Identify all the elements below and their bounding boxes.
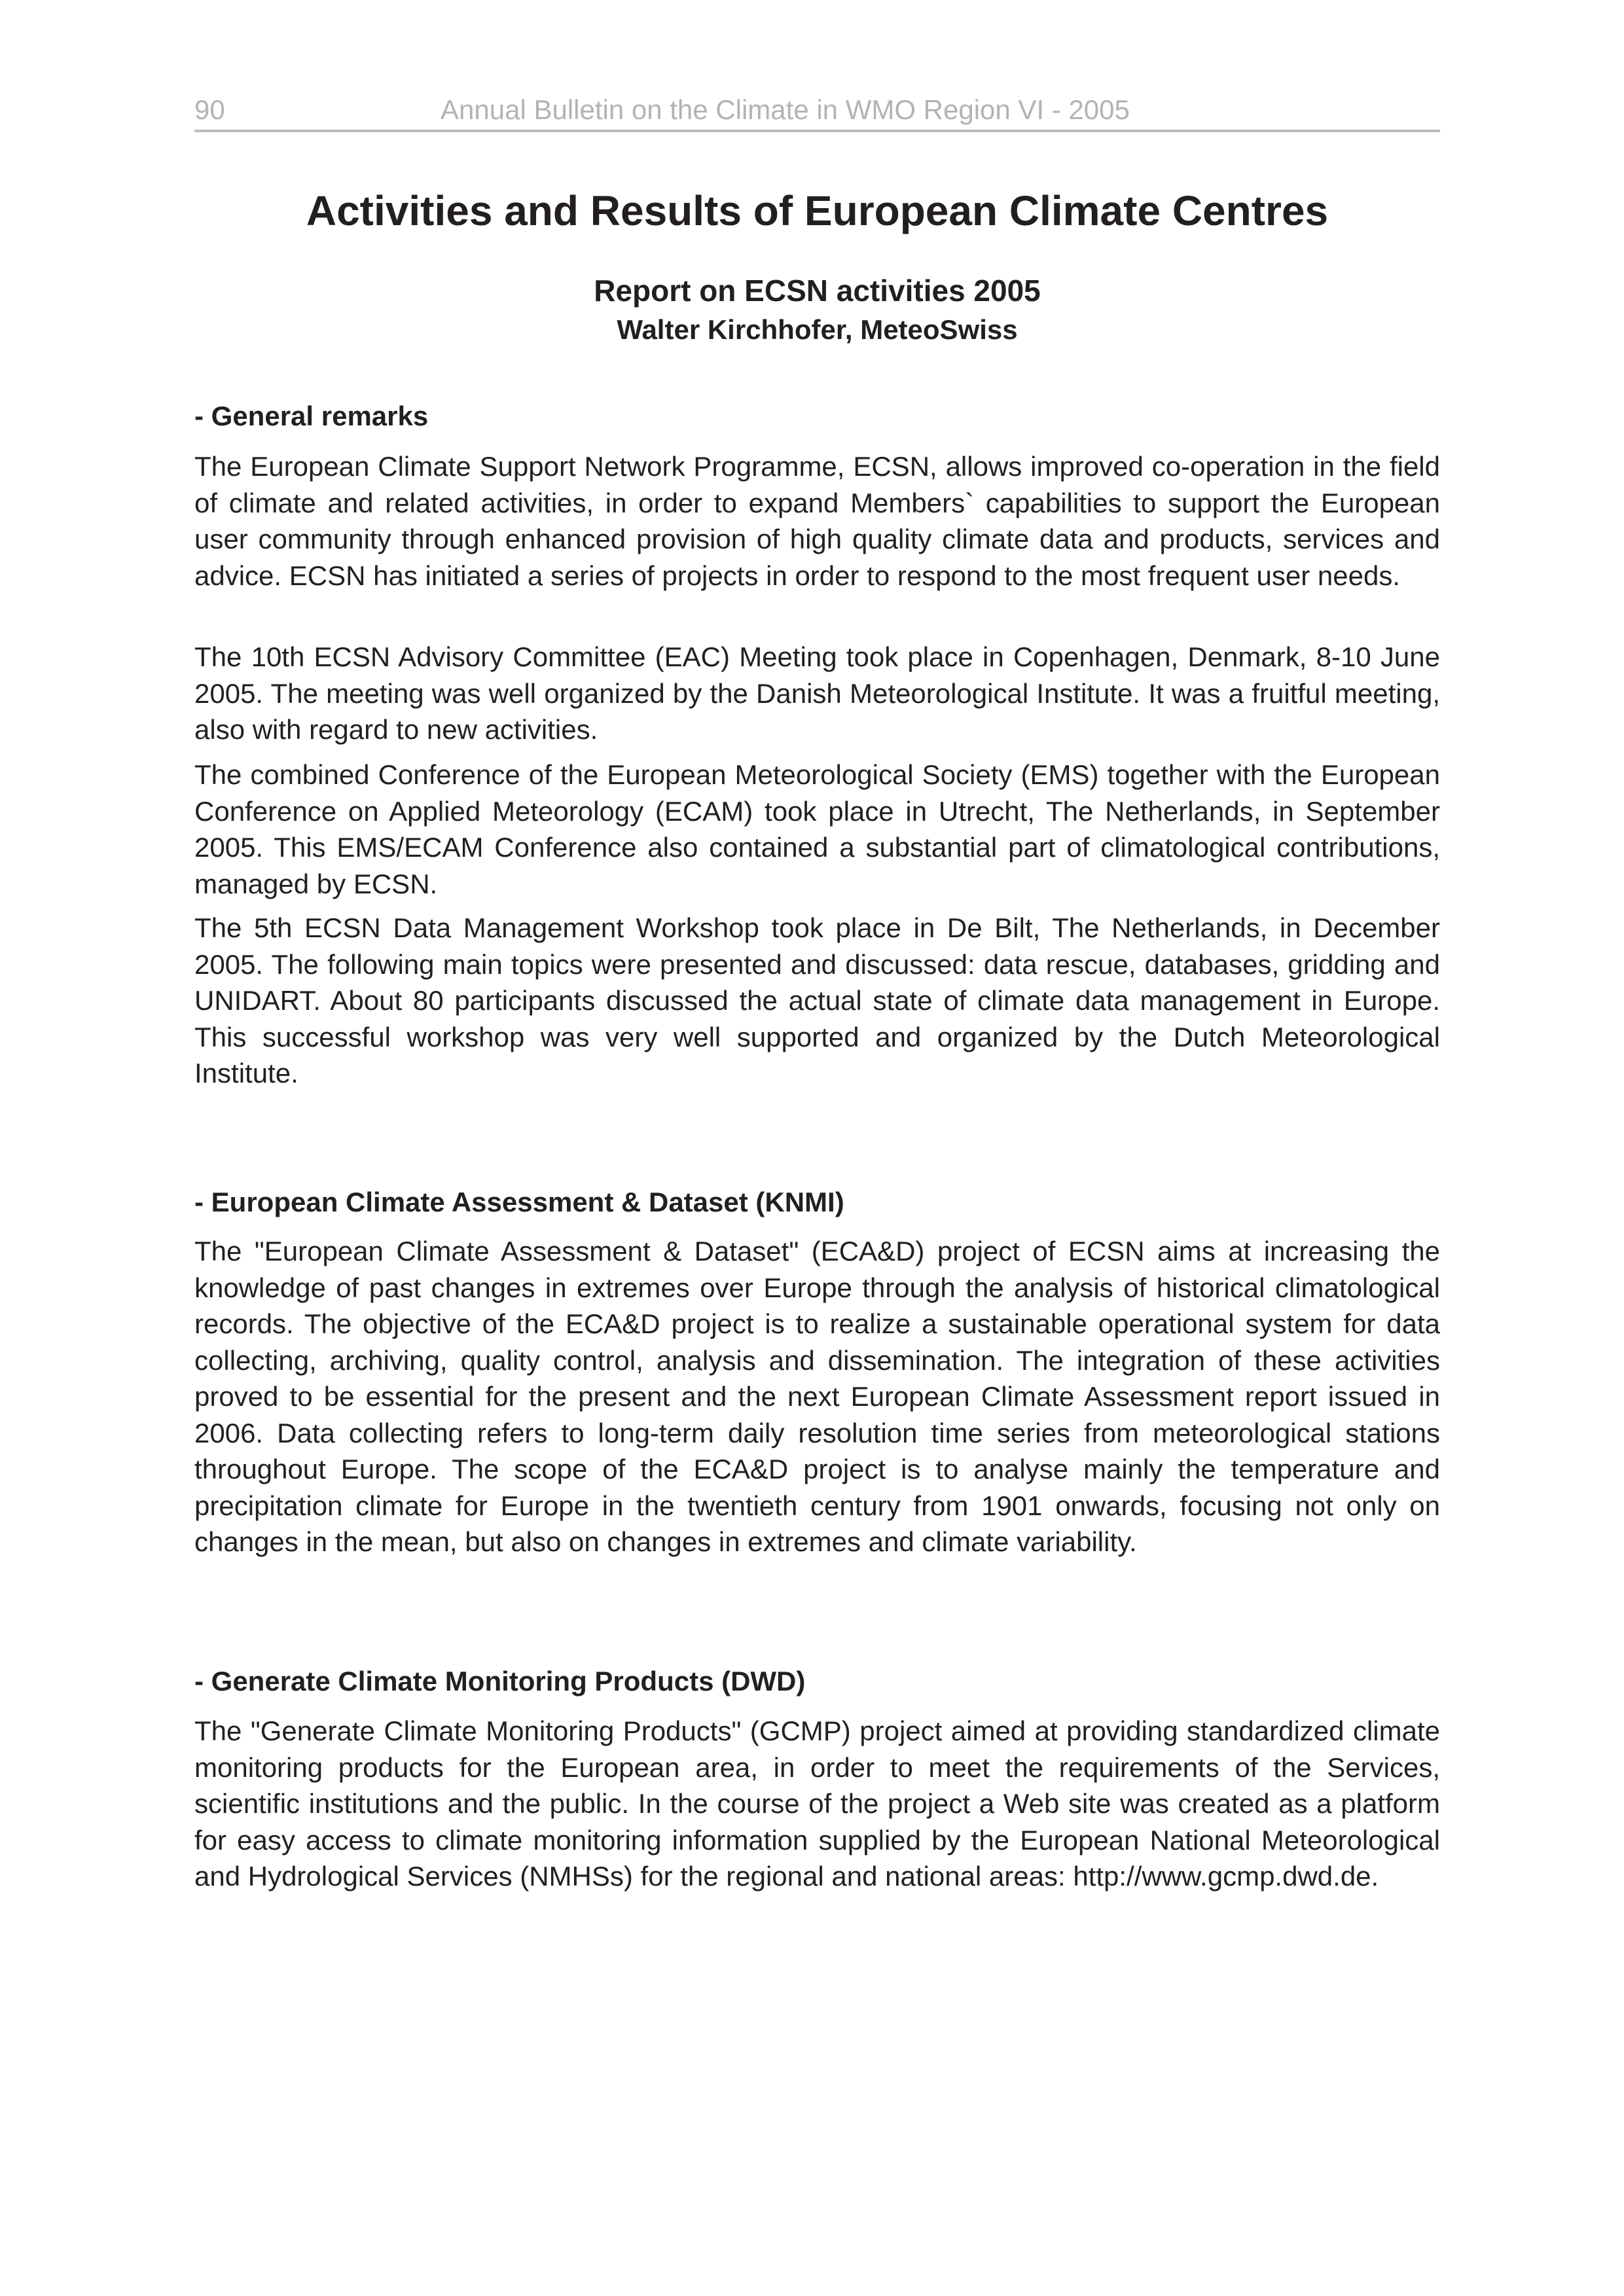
paragraph-ecsn-programme: The European Climate Support Network Programme, ECSN, allows improved co-operation in the field of climate and related activities, in order to expand Members` capabilities to support the European user community through enhanced provision of high quality climate data and products, services and advice. ECSN has initiated a series of projects in order to respond to the most frequent user needs. xyxy=(194,451,1440,591)
paragraph-eca-d-project: The "European Climate Assessment & Dataset" (ECA&D) project of ECSN aims at increasing the knowledge of past changes in extremes over Europe through the analysis of historical climatological records. The objective of the ECA&D project is to realize a sustainable operational system for data collecting, archiving, quality control, analysis and dissemination. The integration of these activities proved to be essential for the present and the next European Climate Assessment report issued in 2006. Data collecting refers to long-term daily resolution time series from meteorological stations throughout Europe. The scope of the ECA&D project is to analyse mainly the temperature and precipitation climate for Europe in the twentieth century from 1901 onwards, focusing not only on changes in the mean, but also on changes in extremes and climate variability. xyxy=(194,1236,1440,1557)
main-title: Activities and Results of European Climate Centres xyxy=(306,187,1329,234)
paragraph-data-management-workshop: The 5th ECSN Data Management Workshop took place in De Bilt, The Netherlands, in December 2005. The following main topics were presented and discussed: data rescue, databases, gridding and UNIDART. About 80 participants discussed the actual state of climate data management in Europe. This successful workshop was very well supported and organized by the Dutch Meteorological Institute. xyxy=(194,912,1440,1088)
section-heading-eca-d: - European Climate Assessment & Dataset (KNMI) xyxy=(194,1187,844,1217)
paragraph-eac-meeting: The 10th ECSN Advisory Committee (EAC) Meeting took place in Copenhagen, Denmark, 8-10 June 2005. The meeting was well organized by the Danish Meteorological Institute. It was a fruitful meeting, also with regard to new activities. xyxy=(194,641,1440,745)
running-head xyxy=(194,90,1440,132)
paragraph-ems-ecam-conference: The combined Conference of the European Meteorological Society (EMS) together with the European Conference on Applied Meteorology (ECAM) took place in Utrecht, The Netherlands, in September 2005. This EMS/ECAM Conference also contained a substantial part of climatological contributions, managed by ECSN. xyxy=(194,759,1440,899)
section-heading-gcmp: - Generate Climate Monitoring Products (DWD) xyxy=(194,1666,806,1696)
report-title: Report on ECSN activities 2005 xyxy=(594,274,1041,308)
paragraph-gcmp-project: The "Generate Climate Monitoring Products" (GCMP) project aimed at providing standardized climate monitoring products for the European area, in order to meet the requirements of the Services, scientific institutions and the public. In the course of the project a Web site was created as a platform for easy access to climate monitoring information supplied by the European National Meteorological and Hydrological Services (NMHSs) for the regional and national areas: http://www.gcmp.dwd.de. xyxy=(194,1715,1440,1892)
bulletin-title: Annual Bulletin on the Climate in WMO Region VI - 2005 xyxy=(441,94,1130,125)
page-number: 90 xyxy=(194,94,225,125)
report-author: Walter Kirchhofer, MeteoSwiss xyxy=(617,314,1018,345)
section-heading-general-remarks: - General remarks xyxy=(194,401,429,431)
document-page xyxy=(194,0,1440,2296)
